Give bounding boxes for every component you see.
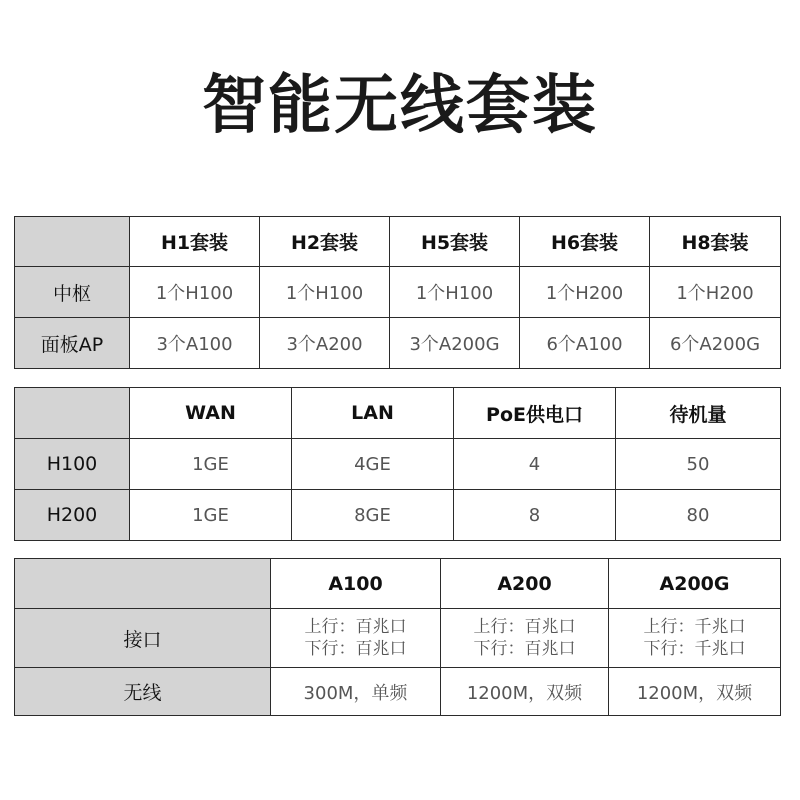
column-header-h5-kit: H5套装	[390, 217, 520, 267]
uplink-text: 上行：千兆口	[643, 617, 746, 637]
column-header-a100: A100	[271, 559, 441, 609]
row-label-panel-ap: 面板AP	[15, 318, 130, 369]
column-header-h2-kit: H2套装	[260, 217, 390, 267]
column-header-capacity: 待机量	[616, 388, 781, 439]
row-label-h100: H100	[15, 439, 130, 490]
table-cell: 1GE	[130, 490, 292, 541]
table-row-h200	[15, 490, 781, 541]
downlink-text: 下行：千兆口	[643, 639, 746, 659]
row-label-hub: 中枢	[15, 267, 130, 318]
table-cell	[441, 609, 609, 668]
row-label-h200: H200	[15, 490, 130, 541]
column-header-lan: LAN	[292, 388, 454, 439]
ap-spec-table	[14, 558, 781, 716]
downlink-text: 下行：百兆口	[304, 639, 407, 659]
table-cell: 1个H100	[260, 267, 390, 318]
downlink-text: 下行：百兆口	[473, 639, 576, 659]
table-header-row	[15, 388, 781, 439]
table-row-panel-ap	[15, 318, 781, 369]
table-cell: 1个H100	[390, 267, 520, 318]
table-cell: 80	[616, 490, 781, 541]
column-header-poe-ports: PoE供电口	[454, 388, 616, 439]
table-cell: 6个A200G	[650, 318, 781, 369]
header-corner	[15, 559, 271, 609]
table-cell: 1个H200	[650, 267, 781, 318]
table-cell: 1个H200	[520, 267, 650, 318]
column-header-h8-kit: H8套装	[650, 217, 781, 267]
table-cell: 3个A200G	[390, 318, 520, 369]
table-cell: 8	[454, 490, 616, 541]
table-cell	[609, 609, 781, 668]
uplink-text: 上行：百兆口	[473, 617, 576, 637]
table-cell: 1200M，双频	[441, 668, 609, 716]
table-row-hub	[15, 267, 781, 318]
table-cell: 50	[616, 439, 781, 490]
kit-comparison-table	[14, 216, 781, 369]
uplink-text: 上行：百兆口	[304, 617, 407, 637]
table-cell: 1GE	[130, 439, 292, 490]
table-cell: 4	[454, 439, 616, 490]
column-header-a200g: A200G	[609, 559, 781, 609]
table-header-row	[15, 217, 781, 267]
row-label-wireless: 无线	[15, 668, 271, 716]
table-cell	[271, 609, 441, 668]
column-header-a200: A200	[441, 559, 609, 609]
table-row-wireless	[15, 668, 781, 716]
table-cell: 8GE	[292, 490, 454, 541]
table-header-row	[15, 559, 781, 609]
hub-spec-table	[14, 387, 781, 541]
column-header-h1-kit: H1套装	[130, 217, 260, 267]
table-cell: 3个A100	[130, 318, 260, 369]
row-label-interface: 接口	[15, 609, 271, 668]
table-cell: 6个A100	[520, 318, 650, 369]
column-header-wan: WAN	[130, 388, 292, 439]
column-header-h6-kit: H6套装	[520, 217, 650, 267]
table-cell: 1200M，双频	[609, 668, 781, 716]
page-title: 智能无线套装	[202, 69, 598, 143]
table-row-h100	[15, 439, 781, 490]
table-row-interface	[15, 609, 781, 668]
table-cell: 300M，单频	[271, 668, 441, 716]
table-cell: 1个H100	[130, 267, 260, 318]
table-cell: 3个A200	[260, 318, 390, 369]
header-corner	[15, 217, 130, 267]
table-cell: 4GE	[292, 439, 454, 490]
header-corner	[15, 388, 130, 439]
